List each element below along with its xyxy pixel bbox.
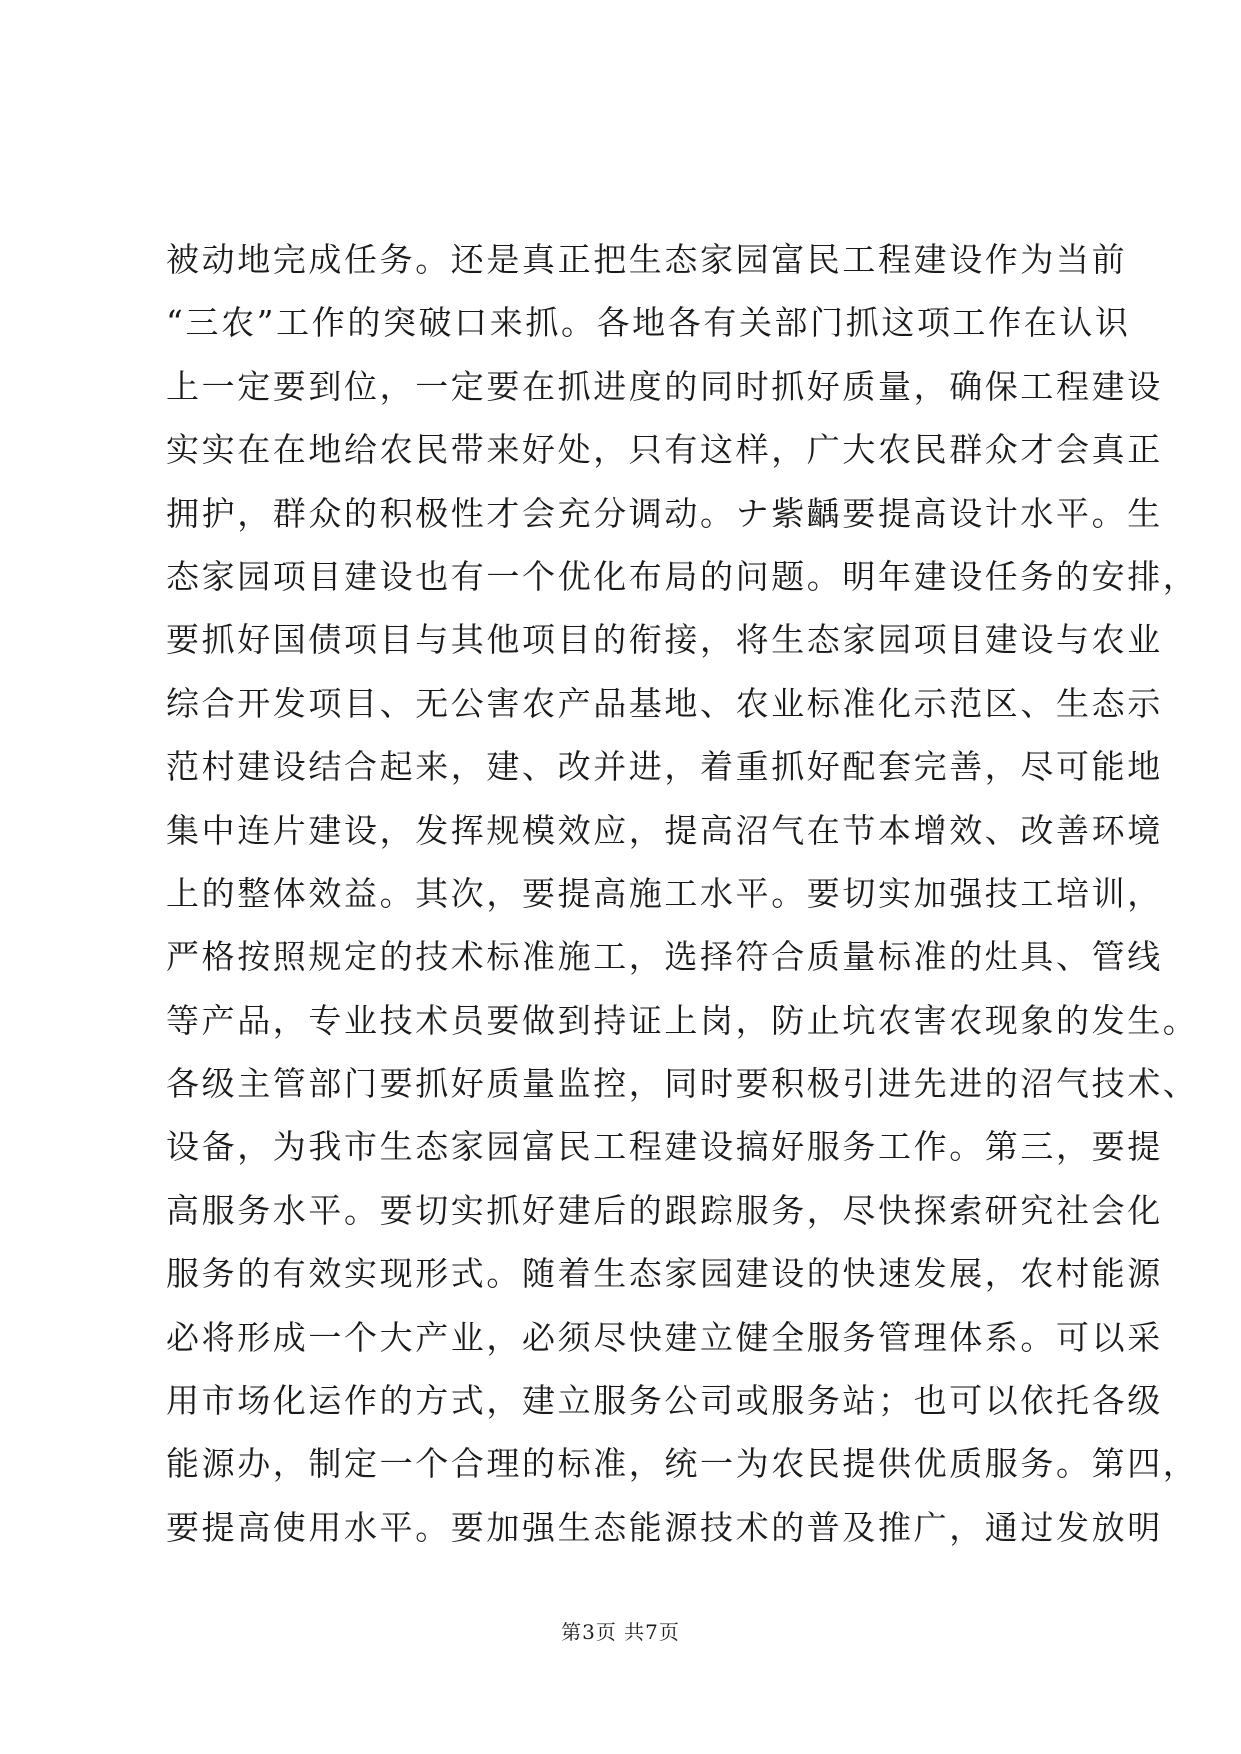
text-line: 要提高使用水平。要加强生态能源技术的普及推广，通过发放明 [166, 1507, 1163, 1547]
text-line: 各级主管部门要抓好质量监控，同时要积极引进先进的沼气技术、 [166, 1064, 1199, 1104]
page-footer: 第3页 共7页 [561, 1620, 680, 1644]
text-line: 拥护，群众的积极性才会充分调动。ナ紫齲要提高设计水平。生 [166, 493, 1163, 533]
text-line: 用市场化运作的方式，建立服务公司或服务站；也可以依托各级 [166, 1381, 1163, 1421]
text-line: 高服务水平。要切实抓好建后的跟踪服务，尽快探索研究社会化 [166, 1190, 1163, 1230]
text-line: 服务的有效实现形式。随着生态家园建设的快速发展，农村能源 [166, 1254, 1163, 1294]
text-line: 要抓好国债项目与其他项目的衔接，将生态家园项目建设与农业 [166, 620, 1163, 660]
text-line: 等产品，专业技术员要做到持证上岗，防止坑农害农现象的发生。 [166, 1000, 1199, 1040]
text-line: 集中连片建设，发挥规模效应，提高沼气在节本增效、改善环境 [166, 810, 1163, 850]
text-line: 设备，为我市生态家园富民工程建设搞好服务工作。第三，要提 [166, 1127, 1163, 1167]
text-line: 综合开发项目、无公害农产品基地、农业标准化示范区、生态示 [166, 683, 1163, 723]
text-line: 被动地完成任务。还是真正把生态家园富民工程建设作为当前 [166, 240, 1128, 279]
text-line: 实实在在地给农民带来好处，只有这样，广大农民群众才会真正 [166, 430, 1163, 470]
text-line: 范村建设结合起来，建、改并进，着重抓好配套完善，尽可能地 [166, 747, 1163, 787]
text-line: 上一定要到位，一定要在抓进度的同时抓好质量，确保工程建设 [166, 366, 1163, 406]
text-line: “三农”工作的突破口来抓。各地各有关部门抓这项工作在认识 [166, 303, 1131, 343]
body-text [166, 228, 1199, 1559]
text-line: 能源办，制定一个合理的标准，统一为农民提供优质服务。第四， [166, 1444, 1199, 1484]
text-line: 上的整体效益。其次，要提高施工水平。要切实加强技工培训， [166, 873, 1163, 913]
text-line: 态家园项目建设也有一个优化布局的问题。明年建设任务的安排， [166, 556, 1199, 596]
text-line: 必将形成一个大产业，必须尽快建立健全服务管理体系。可以采 [166, 1317, 1163, 1357]
text-line: 严格按照规定的技术标准施工，选择符合质量标准的灶具、管线 [166, 937, 1163, 977]
